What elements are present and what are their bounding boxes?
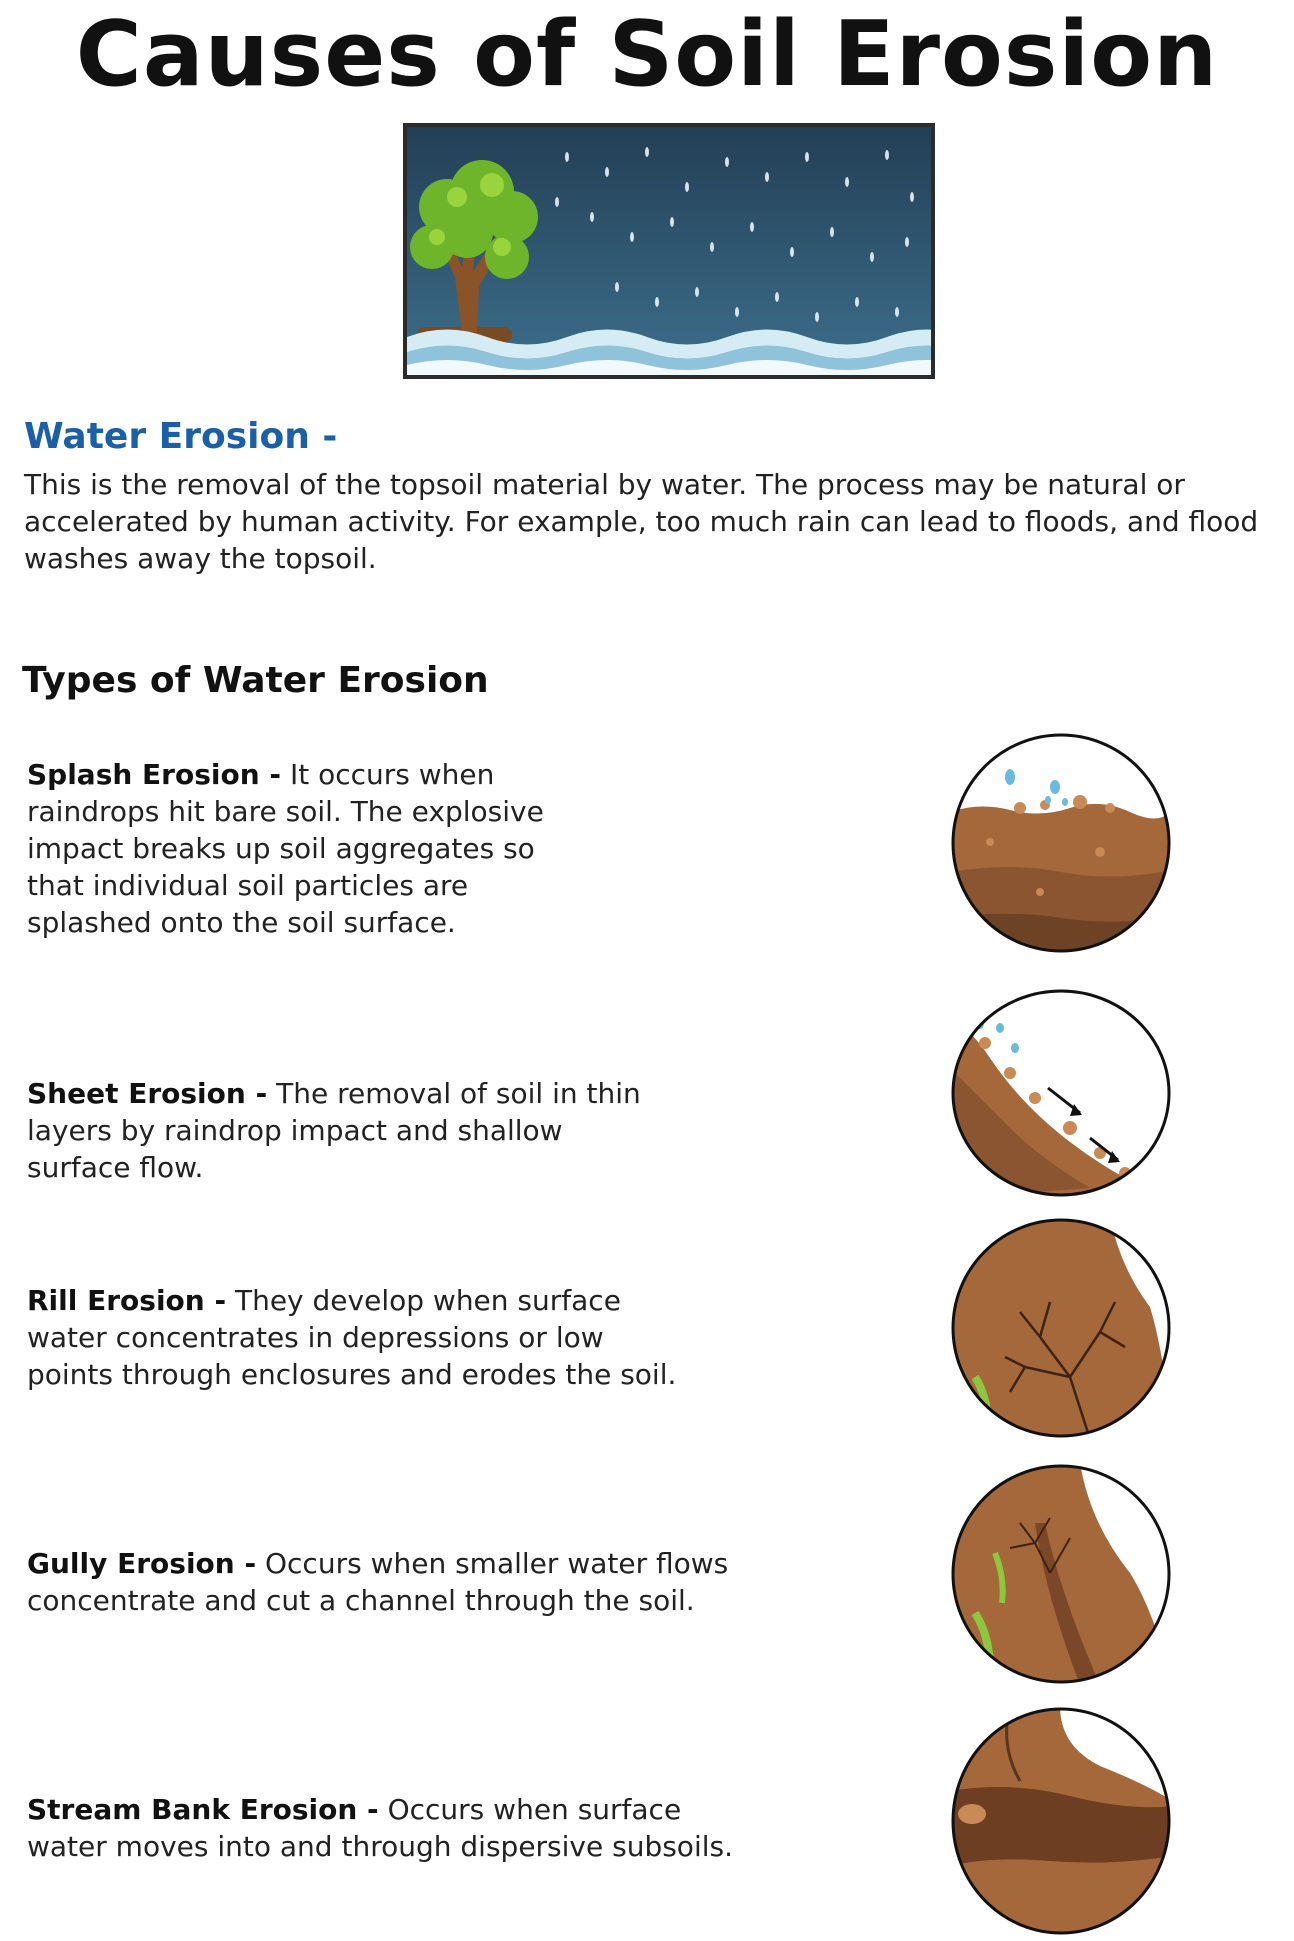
splash-erosion-name: Splash Erosion - (27, 758, 282, 791)
sheet-erosion-description: The removal of soil in thin layers by raindrop impact and shallow surface flow. (27, 1077, 641, 1184)
sheet-erosion-illustration (950, 988, 1172, 1198)
page-title: Causes of Soil Erosion (75, 2, 1219, 107)
gully-erosion-description: Occurs when smaller water flows concentrate and cut a channel through the soil. (27, 1547, 729, 1617)
types-heading: Types of Water Erosion (22, 660, 489, 701)
rill-erosion-text (27, 1282, 687, 1393)
stream-bank-erosion-name: Stream Bank Erosion - (27, 1793, 379, 1826)
sheet-erosion-text (27, 1075, 647, 1186)
splash-erosion-text (27, 756, 547, 941)
water-erosion-heading: Water Erosion - (24, 416, 338, 457)
gully-erosion-illustration (950, 1463, 1172, 1685)
rill-erosion-illustration (950, 1217, 1172, 1439)
splash-erosion-illustration (950, 732, 1172, 954)
stream-bank-erosion-illustration (950, 1706, 1172, 1936)
gully-erosion-text (27, 1545, 767, 1619)
stream-bank-erosion-text (27, 1791, 747, 1865)
rill-erosion-name: Rill Erosion - (27, 1284, 227, 1317)
water-erosion-description: This is the removal of the topsoil material by water. The process may be natural or accelerated by human activity. For example, too much rain can lead to floods, and flood washes away the topsoil. (24, 468, 1259, 575)
sheet-erosion-name: Sheet Erosion - (27, 1077, 268, 1110)
stream-bank-erosion-description: Occurs when surface water moves into and through dispersive subsoils. (27, 1793, 733, 1863)
splash-erosion-description: It occurs when raindrops hit bare soil. The explosive impact breaks up soil aggregates so that individual soil particles are splashed onto the soil surface. (27, 758, 544, 939)
gully-erosion-name: Gully Erosion - (27, 1547, 257, 1580)
rain-flood-illustration (403, 123, 935, 379)
rill-erosion-description: They develop when surface water concentrates in depressions or low points through enclosures and erodes the soil. (27, 1284, 677, 1391)
